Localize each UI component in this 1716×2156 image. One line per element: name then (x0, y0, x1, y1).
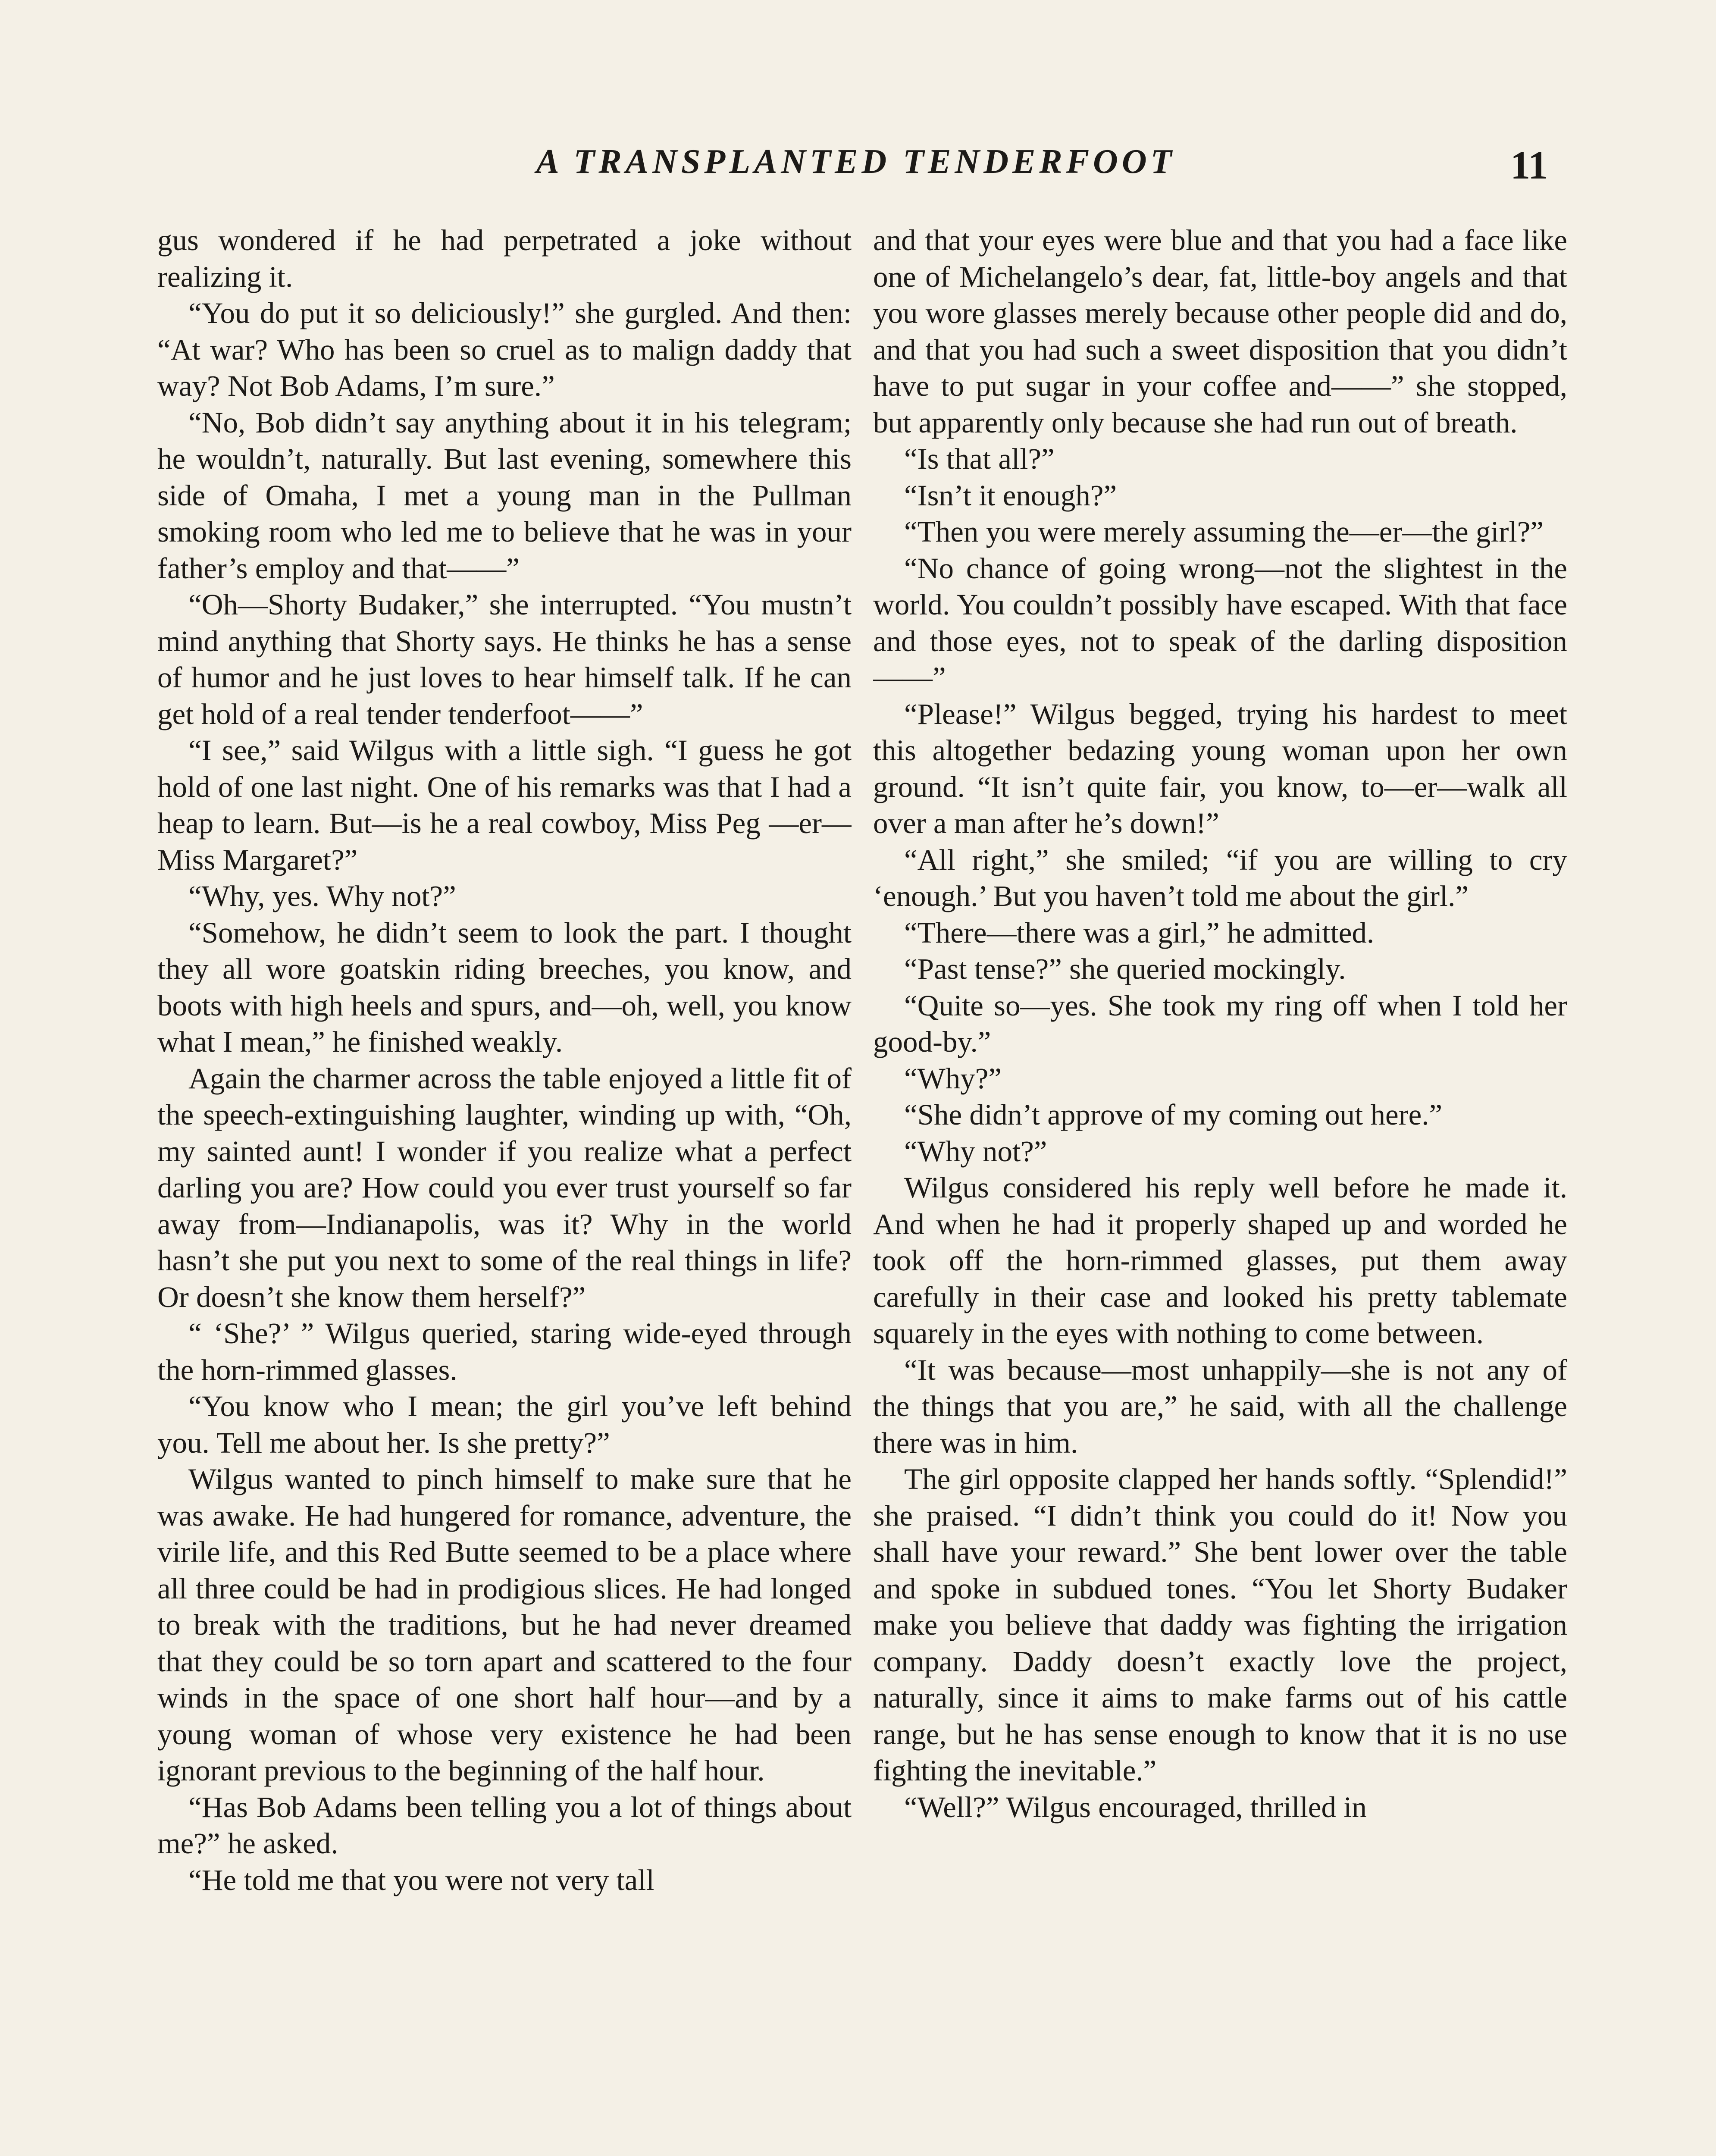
paragraph: Again the charmer across the table enjoyed a little fit of the speech-extinguishing laughter, winding up with, “Oh, my sainted aunt! I wonder if you realize what a perfect darling you are? How could you ever trust yourself so far away from—Indianapolis, was it? Why in the world hasn’t she put you next to some of the real things in life? Or doesn’t she know them herself?” (157, 1062, 852, 1313)
paragraph: and that your eyes were blue and that you had a face like one of Michelangelo’s dear, fat, little-boy angels and that you wore glasses merely because other people did and do, and that you had such a sweet disposition that you didn’t have to put sugar in your coffee and——” she stopped, but apparently only because she had run out of breath. (873, 224, 1567, 439)
paragraph: “Then you were merely assuming the—er—the girl?” (904, 515, 1544, 548)
paragraph: “No chance of going wrong—not the slightest in the world. You couldn’t possibly have escaped. With that face and those eyes, not to speak of the darling disposition——” (873, 552, 1567, 694)
paragraph: The girl opposite clapped her hands softly. “Splendid!” she praised. “I didn’t think you could do it! Now you shall have your reward.” She bent lower over the table and spoke in subdued tones. “You let Shorty Budaker make you believe that daddy was fighting the irrigation company. Daddy doesn’t exactly love the project, naturally, since it aims to make farms out of his cattle range, but he has sense enough to know that it is no use fighting the inevitable.” (873, 1463, 1567, 1787)
paragraph: “Quite so—yes. She took my ring off when I told her good-by.” (873, 989, 1567, 1058)
paragraph: “ ‘She?’ ” Wilgus queried, staring wide-eyed through the horn-rimmed glasses. (157, 1317, 852, 1386)
page-number: 11 (1510, 143, 1548, 187)
paragraph: “Has Bob Adams been telling you a lot of things about me?” he asked. (157, 1790, 852, 1860)
left-text-column (157, 222, 852, 2156)
paragraph: Wilgus wanted to pinch himself to make sure that he was awake. He had hungered for romance, adventure, the virile life, and this Red Butte seemed to be a place where all three could be had in prodigious slices. He had longed to break with the traditions, but he had never dreamed that they could be so torn apart and scattered to the four winds in the space of one short half hour—and by a young woman of whose very existence he had been ignorant previous to the beginning of the half hour. (157, 1463, 852, 1787)
paragraph: Wilgus considered his reply well before he made it. And when he had it properly shaped up and worded he took off the horn-rimmed glasses, put them away carefully in their case and looked his pretty tablemate squarely in the eyes with nothing to come between. (873, 1171, 1567, 1350)
paragraph: “Why not?” (904, 1134, 1047, 1168)
right-text-column (873, 222, 1567, 2156)
paragraph: “You do put it so deliciously!” she gurgled. And then: “At war? Who has been so cruel as to malign daddy that way? Not Bob Adams, I’m sure.” (157, 297, 852, 402)
paragraph: “Why, yes. Why not?” (188, 880, 456, 912)
paragraph: “It was because—most unhappily—she is not any of the things that you are,” he said, with all the challenge there was in him. (873, 1353, 1567, 1459)
paragraph: “There—there was a girl,” he admitted. (904, 916, 1375, 949)
paragraph: “Oh—Shorty Budaker,” she interrupted. “You mustn’t mind anything that Shorty says. He thinks he has a sense of humor and he just loves to hear himself talk. If he can get hold of a real tender tenderfoot——” (157, 588, 852, 730)
paragraph: “You know who I mean; the girl you’ve left behind you. Tell me about her. Is she pretty?” (157, 1390, 852, 1459)
paragraph: “Well?” Wilgus encouraged, thrilled in (904, 1790, 1367, 1824)
paragraph: “I see,” said Wilgus with a little sigh. “I guess he got hold of one last night. One of his remarks was that I had a heap to learn. But—is he a real cowboy, Miss Peg —er—Miss Margaret?” (157, 734, 852, 876)
page-header (164, 142, 1548, 198)
paragraph: “Isn’t it enough?” (904, 479, 1117, 512)
running-title: A TRANSPLANTED TENDERFOOT (536, 143, 1176, 181)
paragraph: “No, Bob didn’t say anything about it in his telegram; he wouldn’t, naturally. But last evening, somewhere this side of Omaha, I met a young man in the Pullman smoking room who led me to believe that he was in your father’s employ and that——” (157, 406, 852, 585)
paragraph: “She didn’t approve of my coming out here.” (904, 1098, 1443, 1131)
paragraph: “Somehow, he didn’t seem to look the part. I thought they all wore goatskin riding breeches, you know, and boots with high heels and spurs, and—oh, well, you know what I mean,” he finished weakly. (157, 916, 852, 1058)
paragraph: “Past tense?” she queried mockingly. (904, 953, 1346, 985)
paragraph: gus wondered if he had perpetrated a joke without realizing it. (157, 224, 852, 293)
paragraph: “Please!” Wilgus begged, trying his hardest to meet this altogether bedazing young woman upon her own ground. “It isn’t quite fair, you know, to—er—walk all over a man after he’s down!” (873, 697, 1567, 840)
paragraph: “Why?” (904, 1062, 1002, 1095)
paragraph: “Is that all?” (904, 442, 1055, 475)
paragraph: “All right,” she smiled; “if you are willing to cry ‘enough.’ But you haven’t told me about the girl.” (873, 843, 1567, 912)
paragraph: “He told me that you were not very tall (188, 1863, 654, 1896)
